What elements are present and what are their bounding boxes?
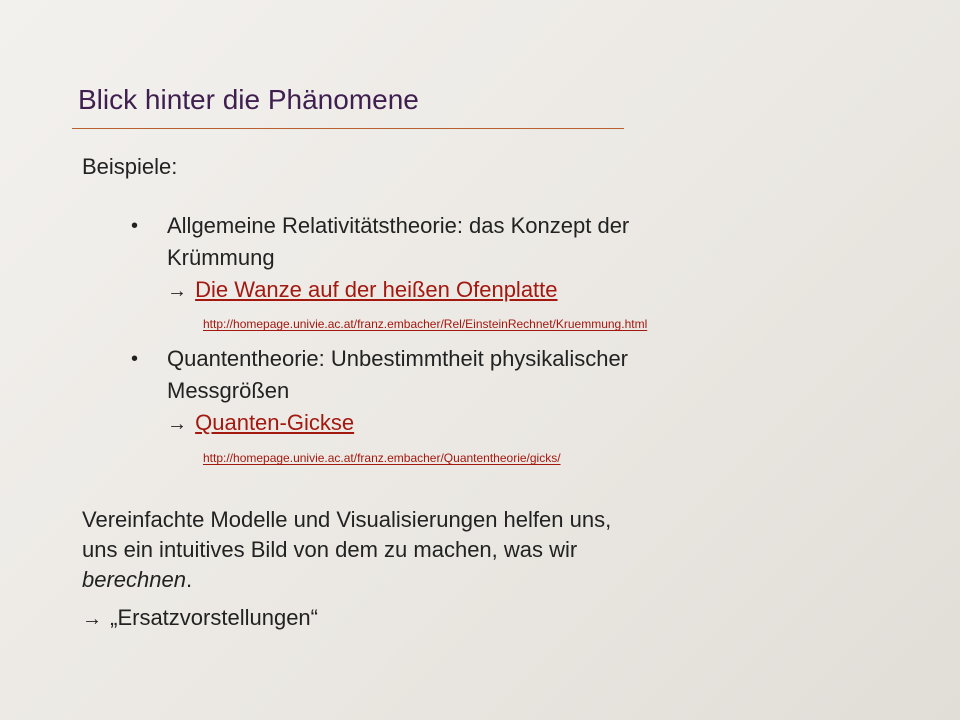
url-quantum-gicks[interactable]: http://homepage.univie.ac.at/franz.embacher/Quantentheorie/gicks/ xyxy=(203,451,561,465)
bullet-marker: • xyxy=(131,348,139,370)
keyword-text: „Ersatzvorstellungen“ xyxy=(110,605,318,630)
bullet-line: Quantentheorie: Unbestimmtheit physikalischer xyxy=(167,346,629,371)
emphasis-text: berechnen xyxy=(82,567,186,592)
bullet-line: Allgemeine Relativitätstheorie: das Konzept der xyxy=(167,213,630,238)
conclusion-line: uns ein intuitives Bild von dem zu machen, was wir xyxy=(82,537,578,562)
conclusion-line: Vereinfachte Modelle und Visualisierungen helfen uns, xyxy=(82,507,612,532)
sentence-end: . xyxy=(185,567,193,592)
arrow-right-icon: → xyxy=(167,280,187,302)
bullet-marker: • xyxy=(131,215,139,237)
bullet-line: Messgrößen xyxy=(167,378,290,403)
keyword-line xyxy=(82,603,318,635)
bullet-text xyxy=(167,343,827,440)
bullet-link-line xyxy=(167,274,827,307)
link-quantum-gickse[interactable]: Quanten-Gickse xyxy=(195,410,355,435)
arrow-right-icon: → xyxy=(82,608,102,630)
bullet-text xyxy=(167,210,827,307)
conclusion-text xyxy=(82,505,782,595)
bullet-line: Krümmung xyxy=(167,245,275,270)
conclusion-line xyxy=(82,565,782,595)
title-underline xyxy=(72,128,624,129)
intro-text: Beispiele: xyxy=(82,154,178,179)
slide-title: Blick hinter die Phänomene xyxy=(78,84,419,115)
bullet-link-line xyxy=(167,407,827,440)
link-bug-hotplate[interactable]: Die Wanze auf der heißen Ofenplatte xyxy=(195,277,558,302)
url-curvature[interactable]: http://homepage.univie.ac.at/franz.embacher/Rel/EinsteinRechnet/Kruemmung.html xyxy=(203,317,648,331)
arrow-right-icon: → xyxy=(167,413,187,435)
